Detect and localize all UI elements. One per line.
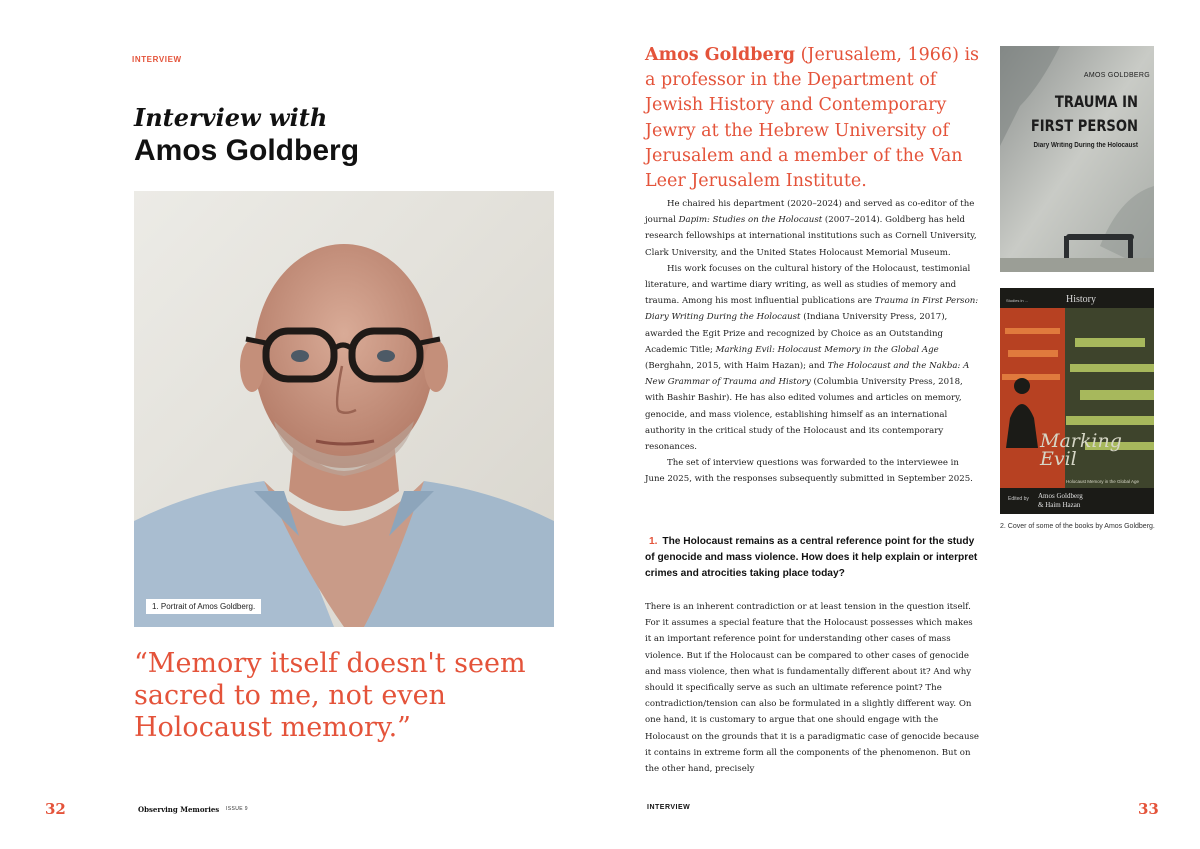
answer-1: There is an inherent contradiction or at least tension in the question itself. For it assumes a special feature that the Holocaust possesses which makes it an important reference point for understanding other cases of mass violence. But if the Holocaust can be compared to other cases of genocide and mass violence, then what is fundamentally different about it? And why should it specifically serve as such an ultimate reference point? The contradiction/tension can also be formulated in a slightly different way. On one hand, it is customary to argue that one should engage with the Holocaust on the grounds that it is a paradigmatic case of genocide because it contains in extreme form all the components of the phenomenon. But on the other hand, precisely [645,602,979,775]
question-text: The Holocaust remains as a central reference point for the study of genocide and mass violence. How does it help explain or interpret crimes and atrocities taking place today? [645,536,978,579]
cover1-title: TRAUMA IN FIRST PERSON [1030,92,1138,135]
journal-name: Observing Memories [138,805,220,814]
lead-name: Amos Goldberg [645,45,796,65]
lead-paragraph [645,43,985,194]
pull-quote: “Memory itself doesn't seem sacred to me, not even Holocaust memory.” [134,648,526,743]
cover1-author: AMOS GOLDBERG [1083,72,1150,79]
book-cover-marking-evil [1000,288,1154,514]
page-number-left: 32 [45,800,66,818]
question-1 [645,534,980,582]
cover1-subtitle: Diary Writing During the Holocaust [1033,142,1138,149]
portrait-caption: 1. Portrait of Amos Goldberg. [146,599,261,614]
lead-text: (Jerusalem, 1966) is a professor in the Department of Jewish History and Contemporary Jewry at the Hebrew University of Jerusalem and a member of the Van Leer Jerusalem Institute. [645,45,980,192]
cover2-title: Marking Evil [1040,430,1122,470]
portrait-illustration [134,191,554,627]
page-number-right: 33 [1138,800,1159,818]
question-number: 1. [649,536,658,547]
bio-text [645,196,980,488]
cover2-editors: Amos Goldberg & Haim Hazan [1038,492,1083,509]
cover2-series-small: Studies in ... [1006,298,1029,303]
covers-caption: 2. Cover of some of the books by Amos Goldberg. [1000,523,1155,530]
bio-paragraph-3: The set of interview questions was forwarded to the interviewee in June 2025, with the responses subsequently submitted in September 2025. [645,458,973,485]
article-title [134,103,359,169]
cover2-series: History [1066,294,1096,305]
cover2-edited-by: Edited by [1008,496,1029,502]
cover2-subtitle: Holocaust Memory in the Global Age [1066,479,1140,484]
bio-paragraph-2: His work focuses on the cultural history of the Holocaust, testimonial literature, and wartime diary writing, as well as studies of memory and trauma. Among his most influential publications are Trauma in First Person: Diary Writing During the Holocaust (Indiana University Press, 2017), awarded the Egit Prize and recognized by Choice as an Outstanding Academic Title; Marking Evil: Holocaust Memory in the Global Age (Berghahn, 2015, with Haim Hazan); and The Holocaust and the Nakba: A New Grammar of Trauma and History (Columbia University Press, 2018, with Bashir Bashir). He has also edited volumes and articles on memory, genocide, and mass violence, establishing himself as an international authority in the critical study of the Holocaust and its contemporary resonances. [645,263,979,453]
bio-paragraph-1: He chaired his department (2020–2024) and served as co-editor of the journal Dapim: Studies on the Holocaust (2007–2014). Goldberg has held research fellowships at international institutions such as Cornell University, Clark University, and the United States Holocaust Memorial Museum. [645,199,977,258]
portrait-photo [134,191,554,627]
book-cover-trauma [1000,46,1154,272]
issue-label: ISSUE 9 [226,806,248,812]
footer-section-label: INTERVIEW [647,804,691,811]
title-line-2: Amos Goldberg [134,134,360,167]
title-line-1: Interview with [134,103,328,132]
section-label: INTERVIEW [132,55,182,64]
